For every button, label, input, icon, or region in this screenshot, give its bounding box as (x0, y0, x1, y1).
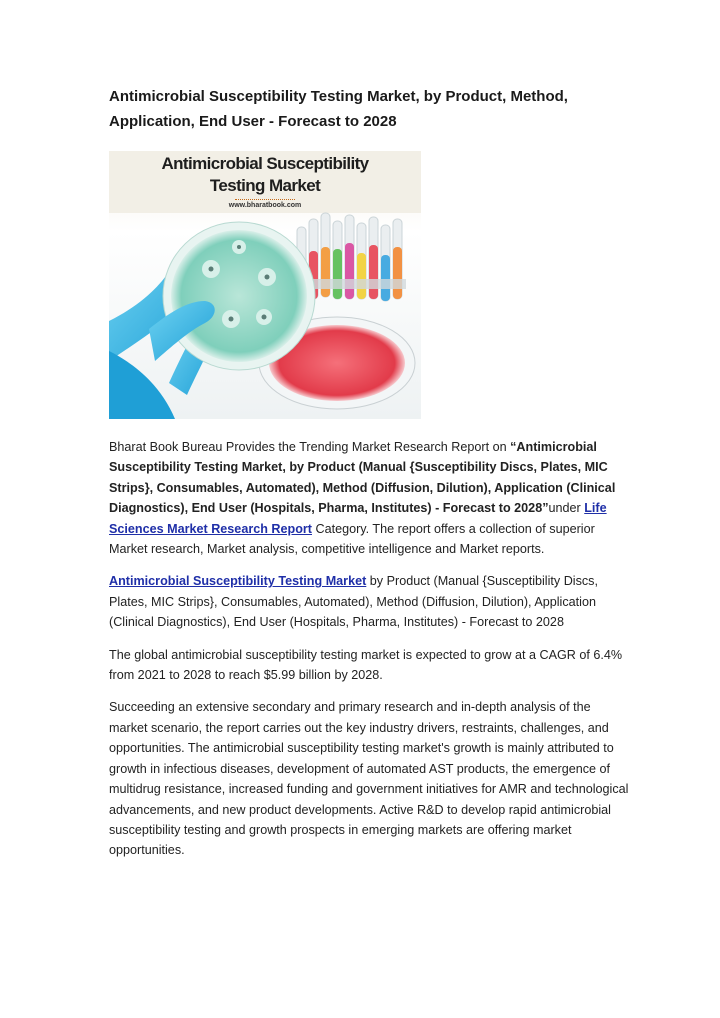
hero-image (109, 151, 421, 419)
market-link[interactable]: Antimicrobial Susceptibility Testing Market (109, 574, 367, 589)
hero-heading (109, 151, 421, 209)
analysis-paragraph: Succeeding an extensive secondary and primary research and in-depth analysis of the market scenario, the report carries out the key industry drivers, restraints, challenges, and opportunities. The antimicrobial susceptibility testing market's growth is mainly attributed to growth in infectious diseases, development of automated AST products, the emergence of multidrug resistance, increased funding and government initiatives for AMR and technological advancements, and new product developments. Active R&D to develop rapid antimicrobial susceptibility testing and growth prospects in emerging markets are offering market opportunities. (109, 700, 629, 858)
hero-url: www.bharatbook.com (228, 202, 302, 209)
category-link[interactable]: Life Sciences Market Research Report (109, 501, 607, 536)
document-title: Antimicrobial Susceptibility Testing Market, by Product, Method, Application, End User - Forecast to 2028 (109, 88, 568, 130)
intro-paragraph (109, 437, 629, 559)
intro-tail: Category. The report offers a collection of superior Market research, Market analysis, competitive intelligence and Market reports. (109, 521, 595, 557)
document-page (109, 84, 629, 873)
summary-text: by Product (Manual {Susceptibility Discs, Plates, MIC Strips}, Consumables, Automated), Method (Diffusion, Dilution), Application (Clinical Diagnostics), End User (Hospitals, Pharma, Institutes) - Forecast to 2028 (109, 574, 598, 630)
cagr-paragraph: The global antimicrobial susceptibility testing market is expected to grow at a CAGR of 6.4% from 2021 to 2028 to reach $5.99 billion by 2028. (109, 647, 623, 683)
summary-paragraph (109, 571, 629, 632)
hero-title-line2: Testing Market (209, 176, 321, 195)
report-name: “Antimicrobial Susceptibility Testing Market, by Product (Manual {Susceptibility Discs, Plates, MIC Strips}, Consumables, Automated), Method (Diffusion, Dilution), Application (Clinical Diagnostics), End User (Hospitals, Pharma, Institutes) - Forecast to 2028” (109, 440, 616, 516)
intro-lead: Bharat Book Bureau Provides the Trending Market Research Report on (109, 440, 511, 454)
intro-under: under (548, 501, 585, 516)
hero-title-line1: Antimicrobial Susceptibility (161, 154, 369, 173)
hero-divider (235, 199, 295, 200)
